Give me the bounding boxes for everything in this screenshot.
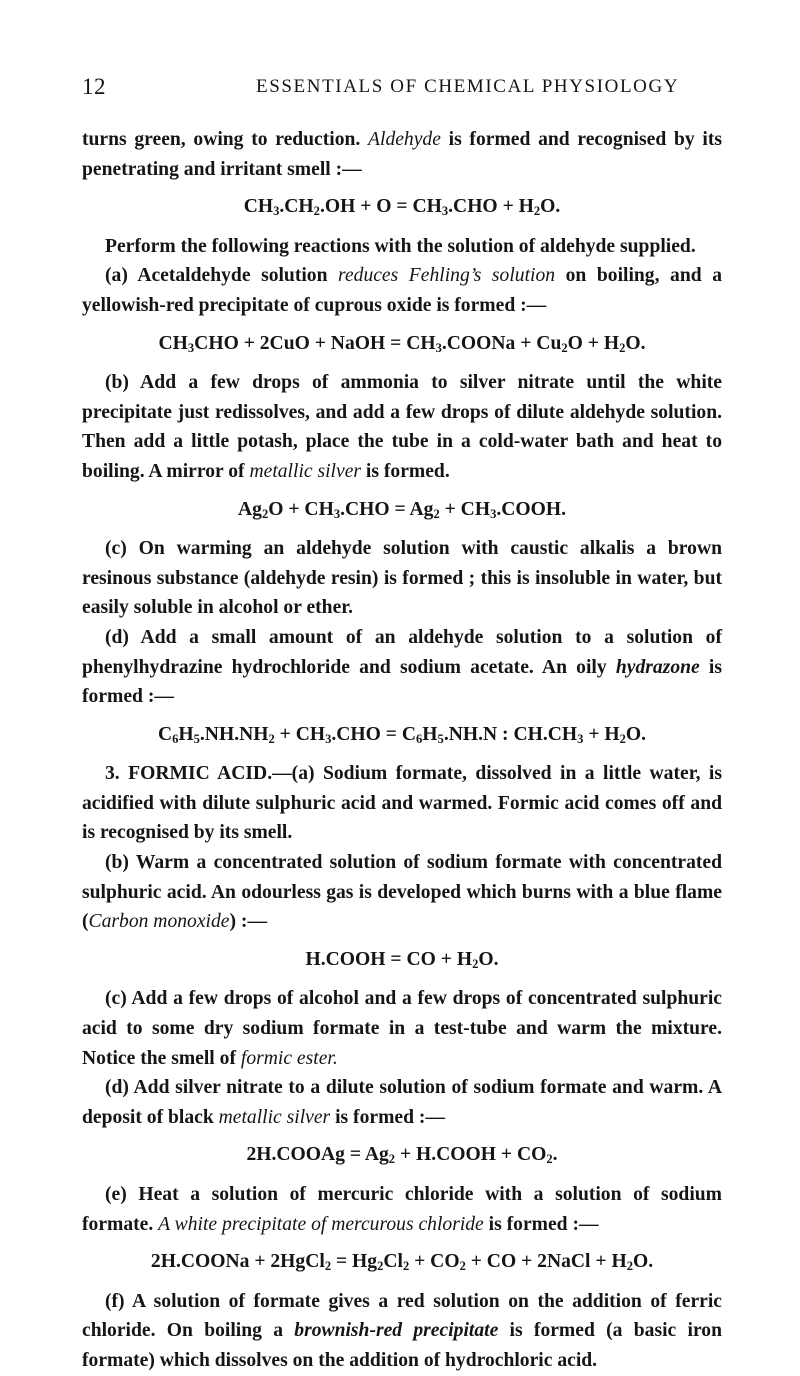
equation-mercurous-chloride: 2H.COONa + 2HgCl$_2$ = $Hg_2Cl_2 + CO_2$ + CO + 2NaCl + $H_2O$.: [150, 1251, 654, 1274]
paragraph-reaction-b: (b) Add a few drops of ammonia to silver nitrate until the white precipitate just redissolves, and add a few drops of dilute aldehyde solution. Then add a little potash, place the tube in a cold-water bath and heat to boiling. A mirror of metallic silver is formed.: [82, 372, 722, 482]
paragraph-instructions: Perform the following reactions with the solution of aldehyde supplied.: [105, 235, 696, 257]
emphasis-fehling: reduces Fehling’s solution: [338, 265, 556, 287]
paragraph-formic-acid-f: (f) A solution of formate gives a red solution on the addition of ferric chloride. On boiling a brownish-red precipitate is formed (a basic iron formate) which dissolves on the addition of hydrochloric acid.: [82, 1290, 722, 1371]
page-body: [82, 125, 722, 1376]
equation-silver-mirror: $Ag_2O + CH_3.CHO = Ag_2$ + $CH_3.COOH$.: [238, 498, 566, 521]
paragraph-formic-acid-b: (b) Warm a concentrated solution of sodium formate with concentrated sulphuric acid. An odourless gas is developed which burns with a blue flame (Carbon monoxide) :—: [82, 852, 722, 933]
paragraph-reaction-d: (d) Add a small amount of an aldehyde solution to a solution of phenylhydrazine hydrochloride and sodium acetate. An oily hydrazone is formed :—: [82, 626, 722, 708]
page-header: [82, 74, 722, 102]
emphasis-metallic-silver: metallic silver: [218, 1106, 331, 1128]
emphasis-carbon-monoxide: Carbon monoxide: [88, 911, 230, 933]
paragraph-formic-acid-d: (d) Add silver nitrate to a dilute solution of sodium formate and warm. A deposit of black metallic silver is formed :—: [82, 1077, 722, 1128]
emphasis-mercurous-chloride: A white precipitate of mercurous chloride: [158, 1213, 484, 1235]
running-head: ESSENTIALS OF CHEMICAL PHYSIOLOGY: [256, 76, 680, 97]
text-run: is formed and recognised by its penetrating and irritant smell :—: [82, 129, 722, 180]
paragraph-reaction-a: (a) Acetaldehyde solution reduces Fehling’s solution on boiling, and a yellowish-red precipitate of cuprous oxide is formed :—: [82, 265, 722, 316]
emphasis-hydrazone: hydrazone: [615, 656, 700, 678]
equation-ethanol-oxidation: $CH_3.CH_2.OH + O = CH_3.CHO + H_2O$.: [243, 196, 561, 219]
paragraph-formic-acid-e: (e) Heat a solution of mercuric chloride with a solution of sodium formate. A white precipitate of mercurous chloride is formed :—: [82, 1184, 722, 1235]
paragraph-reaction-c: (c) On warming an aldehyde solution with caustic alkalis a brown resinous substance (aldehyde resin) is formed ; this is insoluble in water, but easily soluble in alcohol or ether.: [82, 538, 722, 619]
text-run: turns green, owing to reduction.: [82, 129, 369, 150]
paragraph-aldehyde-intro: [82, 125, 722, 184]
equation-fehling: $CH_3CHO + 2CuO$ + NaOH = $CH_3.COONa + Cu_2O + H_2O$.: [158, 332, 646, 355]
paragraph-formic-acid-c: (c) Add a few drops of alcohol and a few drops of concentrated sulphuric acid to some dry sodium formate in a test-tube and warm the mixture. Notice the smell of formic ester.: [82, 988, 722, 1069]
page-number: 12: [82, 74, 106, 99]
emphasis-brownish-red-precipitate: brownish-red precipitate: [294, 1320, 499, 1342]
emphasis-aldehyde: Aldehyde: [368, 129, 441, 150]
paragraph-formic-acid-a: 3. FORMIC ACID.—(a) Sodium formate, dissolved in a little water, is acidified with dilute sulphuric acid and warmed. Formic acid comes off and is recognised by its smell.: [82, 763, 722, 844]
emphasis-formic-ester: formic ester.: [240, 1047, 338, 1069]
equation-silver-formate: 2H.COOAg = $Ag_2$ + H.COOH + $CO_2$.: [246, 1144, 558, 1167]
equation-formic-decomposition: H.COOH = CO + $H_2O$.: [305, 948, 499, 971]
equation-hydrazone: $C_6H_5.NH.NH_2 + CH_3.CHO = C_6H_5.NH.N$ : $CH.CH_3 + H_2O$.: [157, 723, 647, 746]
emphasis-metallic-silver: metallic silver: [249, 460, 362, 482]
